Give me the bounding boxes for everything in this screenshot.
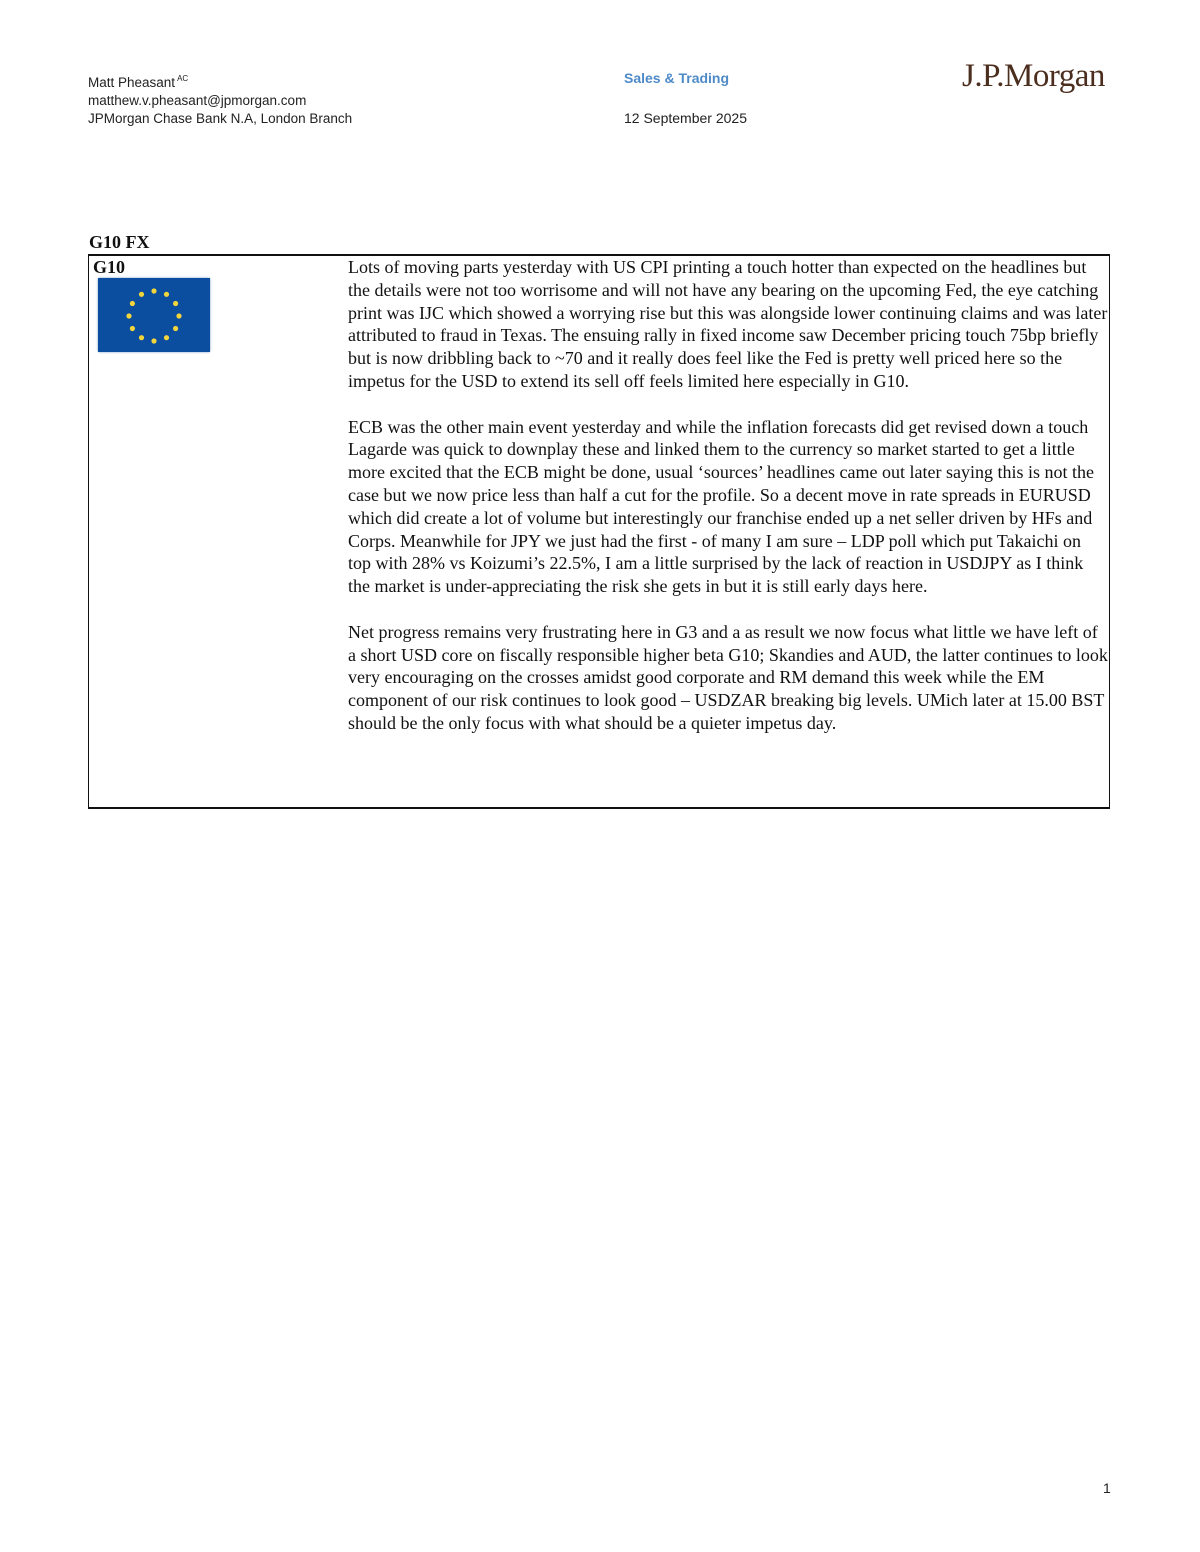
page-number: 1 xyxy=(1103,1480,1111,1496)
commentary-paragraph-us: Lots of moving parts yesterday with US CPI printing a touch hotter than expected on the headlines but the details were not too worrisome and will not have any bearing on the upcoming Fed, the eye catching print was IJC which showed a worrying rise but this was alongside lower continuing claims and was later attributed to fraud in Texas. The ensuing rally in fixed income saw December pricing touch 75bp briefly but is now dribbling back to ~70 and it really does feel like the Fed is pretty well priced here so the impetus for the USD to extend its sell off feels limited here especially in G10. xyxy=(348,257,1108,391)
eu-flag-icon xyxy=(98,278,210,352)
commentary-cell xyxy=(348,256,1108,735)
jpmorgan-logo: J.P.Morgan xyxy=(962,58,1105,94)
report-date: 12 September 2025 xyxy=(624,110,747,126)
region-cell xyxy=(89,256,347,807)
analyst-certification-mark: AC xyxy=(177,74,189,83)
author-entity: JPMorgan Chase Bank N.A, London Branch xyxy=(88,111,353,126)
commentary-paragraph-positioning: Net progress remains very frustrating here in G3 and a as result we now focus what little we have left of a short USD core on fiscally responsible higher beta G10; Skandies and AUD, the latter continues to look very encouraging on the crosses amidst good corporate and RM demand this week while the EM component of our risk continues to look good – USDZAR breaking big levels. UMich later at 15.00 BST should be the only focus with what should be a quieter impetus day. xyxy=(348,621,1108,733)
author-name-line xyxy=(88,70,352,92)
commentary-paragraph-ecb-jpy: ECB was the other main event yesterday and while the inflation forecasts did get revised down a touch Lagarde was quick to downplay these and linked them to the currency so market started to get a little more excited that the ECB might be done, usual ‘sources’ headlines came out later saying this is not the case but we now price less than half a cut for the profile. So a decent move in rate spreads in EURUSD which did create a lot of volume but interestingly our franchise ended up a net seller driven by HFs and Corps. Meanwhile for JPY we just had the first - of many I am sure – LDP poll which put Takaichi on top with 28% vs Koizumi’s 22.5%, I am a little surprised by the lack of reaction in USDJPY as I think the market is under-appreciating the risk she gets in but it is still early days here. xyxy=(348,416,1094,597)
commentary-table xyxy=(88,254,1110,809)
section-title: G10 FX xyxy=(89,232,150,252)
region-label: G10 xyxy=(93,257,126,277)
author-name: Matt Pheasant xyxy=(88,75,176,90)
author-block xyxy=(88,70,352,128)
author-email[interactable]: matthew.v.pheasant@jpmorgan.com xyxy=(88,93,307,108)
division-label: Sales & Trading xyxy=(624,70,730,86)
